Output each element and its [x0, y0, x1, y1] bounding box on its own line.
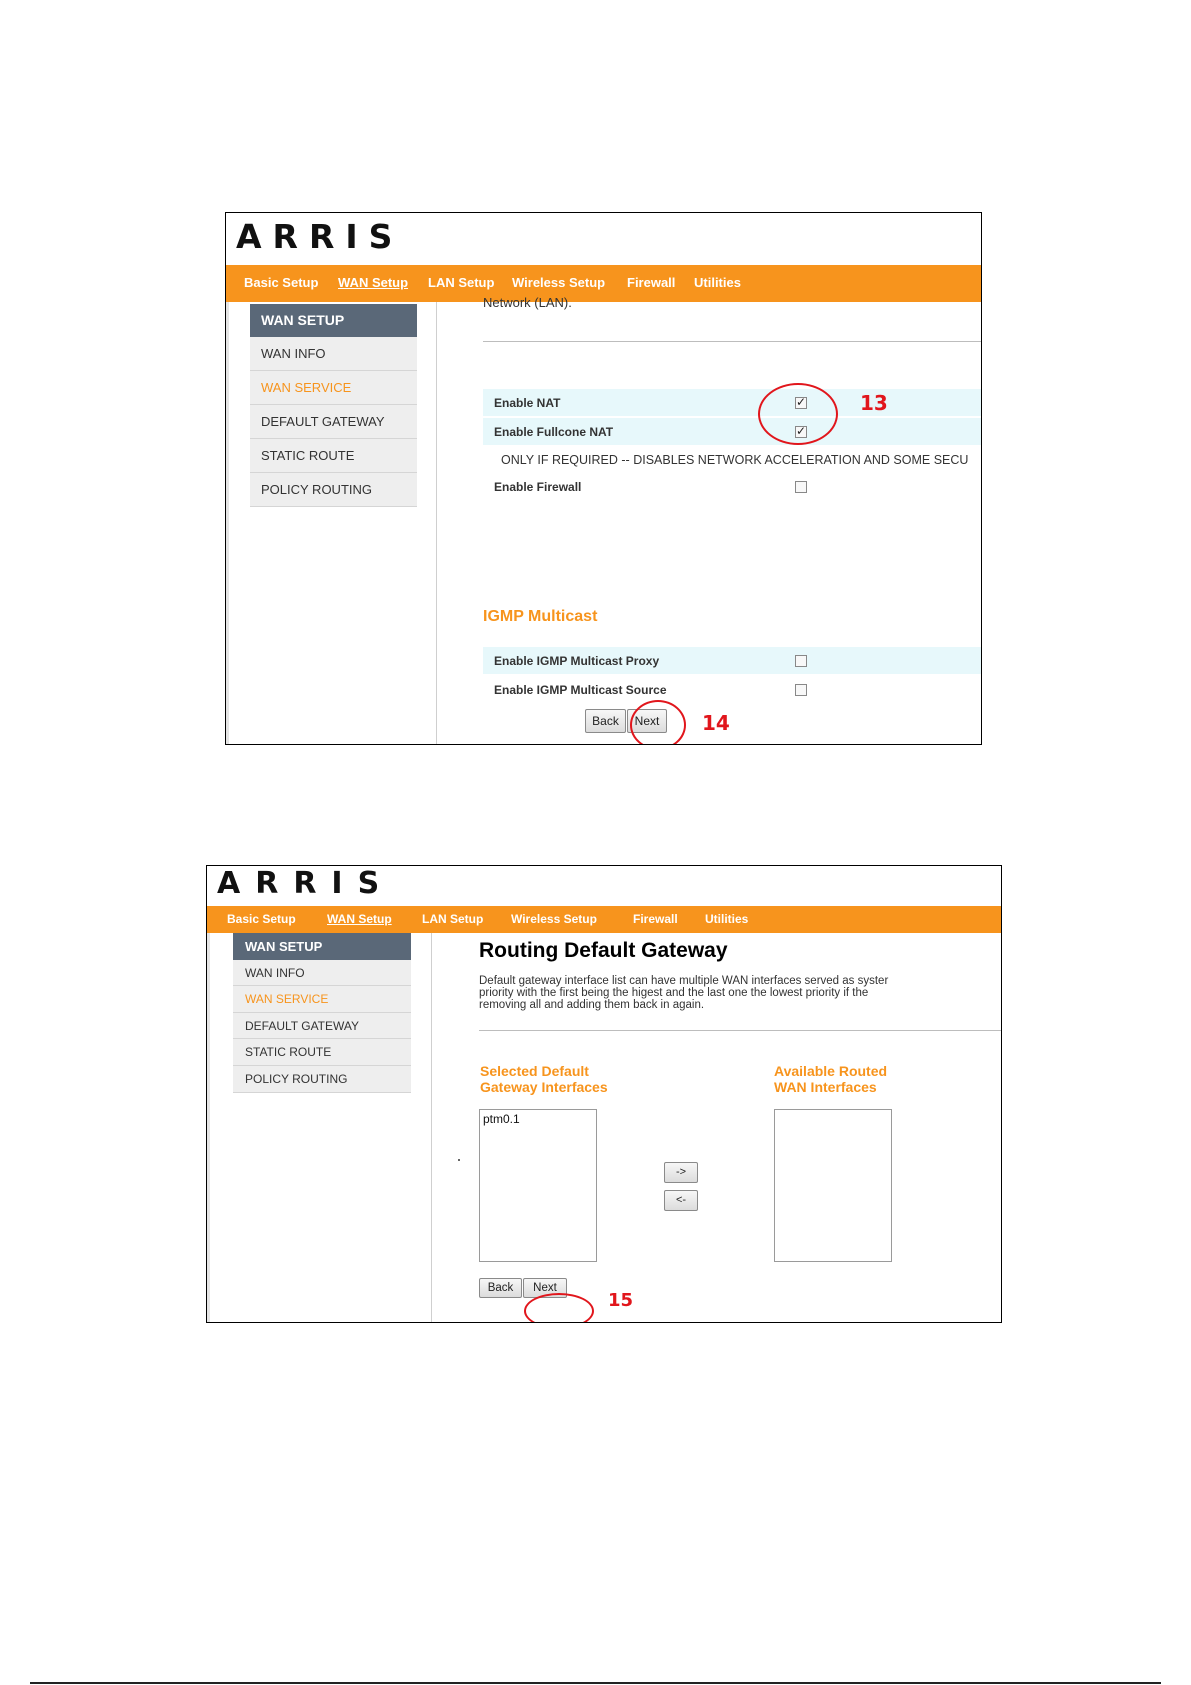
nav-firewall[interactable]: Firewall	[627, 275, 676, 290]
annotation-circle-next-2	[524, 1293, 594, 1323]
firewall-label: Enable Firewall	[494, 480, 582, 494]
firewall-checkbox[interactable]	[795, 481, 807, 493]
back-button[interactable]: Back	[585, 709, 626, 733]
sidebar-item-wan-info-2[interactable]: WAN INFO	[233, 960, 411, 986]
sidebar-item-wan-info[interactable]: WAN INFO	[250, 337, 417, 371]
divider-2	[479, 1030, 1001, 1031]
igmp-source-checkbox[interactable]	[795, 684, 807, 696]
selected-gateway-list[interactable]	[479, 1109, 597, 1262]
selected-title-line-1: Selected Default	[480, 1063, 589, 1079]
sidebar-item-default-gateway-2[interactable]: DEFAULT GATEWAY	[233, 1013, 411, 1039]
nav-utilities[interactable]: Utilities	[694, 275, 741, 290]
annotation-label-next-2: 15	[608, 1290, 634, 1311]
main-nav-2	[207, 906, 1001, 933]
nav-firewall-2[interactable]: Firewall	[633, 912, 678, 926]
nat-label: Enable NAT	[494, 396, 561, 410]
list-item[interactable]: ptm0.1	[483, 1112, 520, 1126]
fullcone-nat-label: Enable Fullcone NAT	[494, 425, 614, 439]
content-area-2	[207, 933, 1001, 1322]
igmp-source-label: Enable IGMP Multicast Source	[494, 683, 667, 697]
next-button[interactable]: Next	[627, 709, 667, 733]
nav-lan-setup[interactable]: LAN Setup	[428, 275, 495, 290]
description-line-2: priority with the first being the higest and the last one the lowest priority if the	[479, 987, 869, 999]
screenshot-default-gateway	[206, 865, 1002, 1323]
igmp-section-title: IGMP Multicast	[483, 608, 598, 625]
sidebar-item-policy-routing-2[interactable]: POLICY ROUTING	[233, 1066, 411, 1093]
content-area	[226, 295, 981, 744]
available-title-line-1: Available Routed	[774, 1063, 888, 1079]
next-button-2[interactable]: Next	[523, 1278, 567, 1298]
annotation-label-next: 14	[702, 711, 730, 735]
annotation-circle-next	[630, 700, 686, 745]
nav-lan-setup-2[interactable]: LAN Setup	[422, 912, 484, 926]
available-wan-list[interactable]	[774, 1109, 892, 1262]
divider	[483, 341, 981, 342]
sidebar-item-wan-service-2[interactable]: WAN SERVICE	[233, 986, 411, 1013]
description-line-3: removing all and adding them back in again.	[479, 999, 705, 1011]
sidebar-item-policy-routing[interactable]: POLICY ROUTING	[250, 473, 417, 507]
move-left-button[interactable]: <-	[664, 1190, 698, 1211]
selected-title-line-2: Gateway Interfaces	[480, 1079, 608, 1095]
nav-basic-setup[interactable]: Basic Setup	[244, 275, 319, 290]
screenshot-wan-service	[225, 212, 982, 745]
sidebar-item-static-route[interactable]: STATIC ROUTE	[250, 439, 417, 473]
page-bottom-line	[30, 1682, 1161, 1684]
sidebar-item-wan-service[interactable]: WAN SERVICE	[250, 371, 417, 405]
page-title: Routing Default Gateway	[479, 939, 728, 962]
sidebar-item-default-gateway[interactable]: DEFAULT GATEWAY	[250, 405, 417, 439]
nav-wan-setup[interactable]: WAN Setup	[338, 275, 409, 290]
annotation-label-nat: 13	[860, 391, 888, 415]
nav-utilities-2[interactable]: Utilities	[705, 912, 749, 926]
arris-logo-2: ARRIS	[217, 866, 395, 901]
igmp-proxy-checkbox[interactable]	[795, 655, 807, 667]
arris-logo: ARRIS	[236, 217, 404, 256]
nav-wan-setup-2[interactable]: WAN Setup	[327, 912, 392, 926]
annotation-circle-nat	[758, 383, 838, 445]
dot-marker	[458, 1159, 460, 1161]
sidebar-item-static-route-2[interactable]: STATIC ROUTE	[233, 1039, 411, 1066]
sidebar-title-2: WAN SETUP	[233, 933, 411, 960]
main-nav	[226, 265, 981, 302]
back-button-2[interactable]: Back	[479, 1278, 522, 1298]
description-line-1: Default gateway interface list can have multiple WAN interfaces served as syster	[479, 975, 889, 987]
available-title-line-2: WAN Interfaces	[774, 1079, 877, 1095]
move-right-button[interactable]: ->	[664, 1162, 698, 1183]
nav-wireless-setup[interactable]: Wireless Setup	[512, 275, 606, 290]
fullcone-warning: ONLY IF REQUIRED -- DISABLES NETWORK ACCELERATION AND SOME SECU	[501, 453, 969, 467]
sidebar-title: WAN SETUP	[250, 304, 417, 337]
nav-wireless-setup-2[interactable]: Wireless Setup	[511, 912, 597, 926]
igmp-proxy-label: Enable IGMP Multicast Proxy	[494, 654, 660, 668]
nav-basic-setup-2[interactable]: Basic Setup	[227, 912, 296, 926]
section-text-fragment: Network (LAN).	[483, 295, 572, 310]
